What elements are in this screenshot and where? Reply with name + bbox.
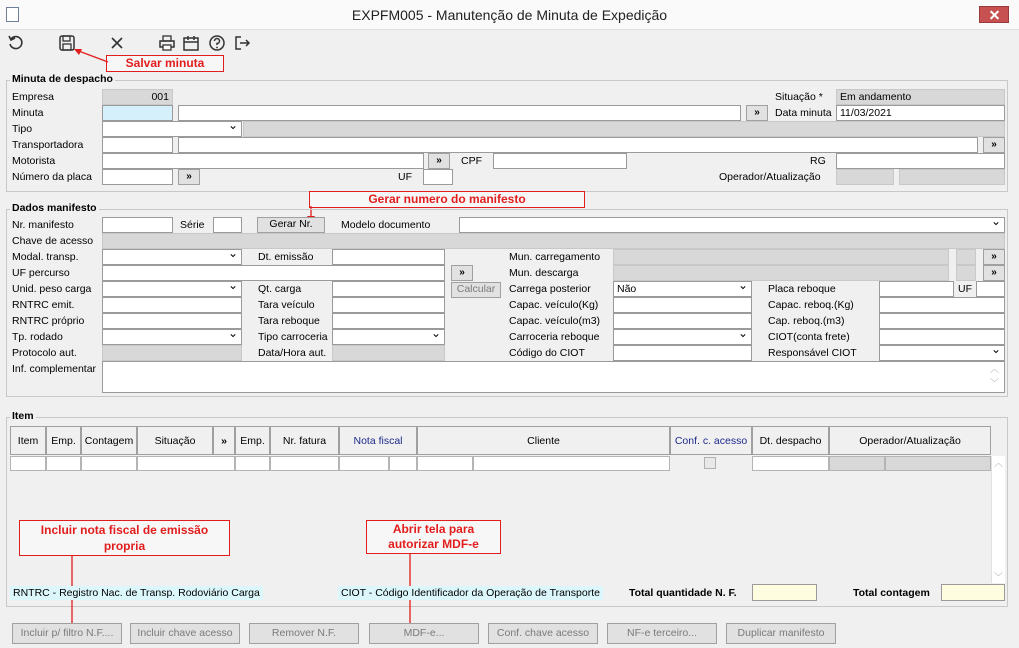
transportadora-code-field[interactable] (102, 137, 173, 153)
total-nf-field (752, 584, 817, 601)
capac-reb-m3-label: Cap. reboq.(m3) (768, 315, 845, 327)
nr-manifesto-field[interactable] (102, 217, 173, 233)
cell-nr-fatura[interactable] (270, 456, 339, 471)
callout-incluir-nf: Incluir nota fiscal de emissão propria (19, 520, 230, 556)
remover-nf-button[interactable]: Remover N.F. (249, 623, 359, 644)
cell-operador (829, 456, 885, 471)
duplicar-manifesto-button[interactable]: Duplicar manifesto (726, 623, 836, 644)
placa-label: Número da placa (12, 171, 92, 183)
exit-icon[interactable] (232, 33, 252, 53)
situacao-field: Em andamento (836, 89, 1005, 105)
rg-label: RG (810, 155, 826, 167)
placa-reboque-label: Placa reboque (768, 283, 836, 295)
col-emp2[interactable]: Emp. (235, 426, 270, 455)
tp-rodado-select[interactable] (102, 329, 242, 345)
window-title: EXPFM005 - Manutenção de Minuta de Expedição (351, 7, 668, 23)
textarea-scroll-arrows[interactable]: ︿ ﹀ (990, 364, 1000, 388)
callout-mdfe: Abrir tela para autorizar MDF-e (366, 520, 501, 554)
grid-vertical-scrollbar[interactable]: ︿ ﹀ (991, 456, 1005, 583)
data-minuta-label: Data minuta (775, 107, 832, 119)
cancel-icon[interactable] (107, 33, 127, 53)
callout-save-arrow (70, 46, 110, 66)
resp-ciot-label: Responsável CIOT (768, 347, 857, 359)
inf-complementar-textarea[interactable] (102, 361, 1005, 393)
cpf-field[interactable] (493, 153, 627, 169)
col-item[interactable]: Item (10, 426, 46, 455)
uf-reboque-field[interactable] (976, 281, 1005, 297)
minuta-field[interactable] (102, 105, 173, 121)
cell-item[interactable] (10, 456, 46, 471)
protocolo-field (102, 345, 242, 361)
cell-cliente-code[interactable] (417, 456, 473, 471)
uf-percurso-lookup-button[interactable]: » (451, 265, 473, 281)
qt-carga-field[interactable] (332, 281, 445, 297)
transportadora-label: Transportadora (12, 139, 84, 151)
modelo-documento-label: Modelo documento (341, 219, 431, 231)
help-icon[interactable] (207, 33, 227, 53)
modal-transp-select[interactable] (102, 249, 242, 265)
tara-veiculo-label: Tara veículo (258, 299, 315, 311)
mun-desc-field (613, 265, 949, 281)
operador-field (836, 169, 894, 185)
tipo-carroceria-select[interactable] (332, 329, 445, 345)
chave-acesso-label: Chave de acesso (12, 235, 94, 247)
col-nr-fatura[interactable]: Nr. fatura (270, 426, 339, 455)
callout-save: Salvar minuta (106, 55, 224, 72)
rntrc-emit-label: RNTRC emit. (12, 299, 75, 311)
modelo-documento-select[interactable] (459, 217, 1005, 233)
rg-field[interactable] (836, 153, 1005, 169)
tipo-label: Tipo (12, 123, 33, 135)
col-dt-despacho[interactable]: Dt. despacho (752, 426, 829, 455)
manifesto-group-title: Dados manifesto (12, 202, 97, 214)
legend-rntrc: RNTRC - Registro Nac. de Transp. Rodoviário Carga (10, 586, 263, 600)
serie-field[interactable] (213, 217, 242, 233)
uf-percurso-label: UF percurso (12, 267, 70, 279)
uf-label: UF (398, 171, 412, 183)
capac-reb-kg-label: Capac. reboq.(Kg) (768, 299, 854, 311)
chave-acesso-field (102, 233, 1005, 249)
cell-emp[interactable] (46, 456, 81, 471)
capac-reb-kg-field[interactable] (879, 297, 1005, 313)
minuta-description-field[interactable] (178, 105, 741, 121)
total-contagem-field (941, 584, 1005, 601)
callout-gerar: Gerar numero do manifesto (309, 191, 585, 208)
dt-emissao-label: Dt. emissão (258, 251, 314, 263)
uf-field[interactable] (423, 169, 453, 185)
cell-emp2[interactable] (235, 456, 270, 471)
operador-label: Operador/Atualização (719, 171, 821, 183)
capac-kg-label: Capac. veículo(Kg) (509, 299, 599, 311)
tara-veiculo-field[interactable] (332, 297, 445, 313)
inf-complementar-label: Inf. complementar (12, 363, 97, 375)
col-more-button[interactable]: » (213, 426, 235, 455)
undo-icon[interactable] (6, 33, 26, 53)
placa-lookup-button[interactable]: » (178, 169, 200, 185)
mun-desc-label: Mun. descarga (509, 267, 579, 279)
tara-reboque-label: Tara reboque (258, 315, 320, 327)
rntrc-emit-field[interactable] (102, 297, 242, 313)
title-bar (0, 0, 1019, 30)
mdfe-button[interactable]: MDF-e... (369, 623, 479, 644)
mun-carreg-lookup-button[interactable]: » (983, 249, 1005, 265)
cpf-label: CPF (461, 155, 482, 167)
placa-field[interactable] (102, 169, 173, 185)
col-nota-fiscal[interactable]: Nota fiscal (339, 426, 417, 455)
unid-peso-select[interactable] (102, 281, 242, 297)
col-contagem[interactable]: Contagem (81, 426, 137, 455)
ciot-cod-label: Código do CIOT (509, 347, 585, 359)
motorista-lookup-button[interactable]: » (428, 153, 450, 169)
serie-label: Série (180, 219, 205, 231)
cell-dt-despacho[interactable] (752, 456, 829, 471)
col-emp[interactable]: Emp. (46, 426, 81, 455)
nfe-terceiro-button[interactable]: NF-e terceiro... (607, 623, 717, 644)
ciot-conta-label: CIOT(conta frete) (768, 331, 850, 343)
capac-m3-label: Capac. veículo(m3) (509, 315, 601, 327)
atualizacao-field (899, 169, 1005, 185)
placa-reboque-field[interactable] (879, 281, 954, 297)
rntrc-proprio-label: RNTRC próprio (12, 315, 85, 327)
carroceria-reb-select[interactable] (613, 329, 752, 345)
minuta-lookup-button[interactable]: » (746, 105, 768, 121)
legend-ciot: CIOT - Código Identificador da Operação de Transporte (338, 586, 603, 600)
incluir-chave-button[interactable]: Incluir chave acesso (130, 623, 240, 644)
total-nf-label: Total quantidade N. F. (629, 587, 737, 599)
close-window-button[interactable] (979, 6, 1009, 23)
carroceria-reb-label: Carroceria reboque (509, 331, 600, 343)
empresa-label: Empresa (12, 91, 55, 103)
tipo-description (243, 121, 1005, 137)
carrega-posterior-select[interactable]: Não ⌄ (613, 281, 752, 297)
uf-percurso-field[interactable] (102, 265, 445, 281)
capac-kg-field[interactable] (613, 297, 752, 313)
resp-ciot-select[interactable] (879, 345, 1005, 361)
situacao-label: Situação * (775, 91, 823, 103)
cell-situacao[interactable] (137, 456, 235, 471)
col-situacao[interactable]: Situação (137, 426, 213, 455)
qt-carga-label: Qt. carga (258, 283, 302, 295)
data-hora-field (332, 345, 445, 361)
minuta-label: Minuta (12, 107, 44, 119)
col-cliente[interactable]: Cliente (417, 426, 670, 455)
incluir-filtro-button[interactable]: Incluir p/ filtro N.F.... (12, 623, 122, 644)
unid-peso-label: Unid. peso carga (12, 283, 92, 295)
col-conf-acesso[interactable]: Conf. c. acesso (670, 426, 752, 455)
tipo-select[interactable] (102, 121, 242, 137)
tp-rodado-label: Tp. rodado (12, 331, 63, 343)
gerar-nr-button[interactable]: Gerar Nr. (257, 217, 325, 233)
item-group-title: Item (12, 410, 34, 422)
conf-chave-button[interactable]: Conf. chave acesso (488, 623, 598, 644)
tara-reboque-field[interactable] (332, 313, 445, 329)
minuta-group-title: Minuta de despacho (12, 73, 113, 85)
capac-reb-m3-field[interactable] (879, 313, 1005, 329)
protocolo-label: Protocolo aut. (12, 347, 77, 359)
mun-desc-code (956, 265, 976, 281)
nr-manifesto-label: Nr. manifesto (12, 219, 74, 231)
rntrc-proprio-field[interactable] (102, 313, 242, 329)
ciot-conta-field[interactable] (879, 329, 1005, 345)
empresa-field: 001 (102, 89, 173, 105)
calcular-button[interactable]: Calcular (451, 282, 501, 298)
cell-cliente[interactable] (473, 456, 670, 471)
dt-emissao-field[interactable] (332, 249, 445, 265)
tipo-carroceria-label: Tipo carroceria (258, 331, 328, 343)
col-operador[interactable]: Operador/Atualização (829, 426, 991, 455)
calendar-icon[interactable] (181, 33, 201, 53)
data-minuta-field[interactable]: 11/03/2021 (836, 105, 1005, 121)
cell-atualizacao (885, 456, 991, 471)
mun-carreg-code (956, 249, 976, 265)
uf-reboque-label: UF (958, 283, 972, 295)
mun-carreg-field (613, 249, 949, 265)
cell-nota-serie[interactable] (389, 456, 417, 471)
cell-contagem[interactable] (81, 456, 137, 471)
data-hora-label: Data/Hora aut. (258, 347, 327, 359)
cell-nota-fiscal[interactable] (339, 456, 389, 471)
modal-transp-label: Modal. transp. (12, 251, 79, 263)
motorista-field[interactable] (102, 153, 424, 169)
mun-carreg-label: Mun. carregamento (509, 251, 601, 263)
transportadora-name-field[interactable] (178, 137, 978, 153)
ciot-cod-field[interactable] (613, 345, 752, 361)
mun-desc-lookup-button[interactable]: » (983, 265, 1005, 281)
carrega-posterior-label: Carrega posterior (509, 283, 591, 295)
motorista-label: Motorista (12, 155, 56, 167)
total-contagem-label: Total contagem (853, 587, 930, 599)
transportadora-lookup-button[interactable]: » (983, 137, 1005, 153)
print-icon[interactable] (157, 33, 177, 53)
capac-m3-field[interactable] (613, 313, 752, 329)
conf-acesso-checkbox[interactable] (704, 457, 716, 469)
